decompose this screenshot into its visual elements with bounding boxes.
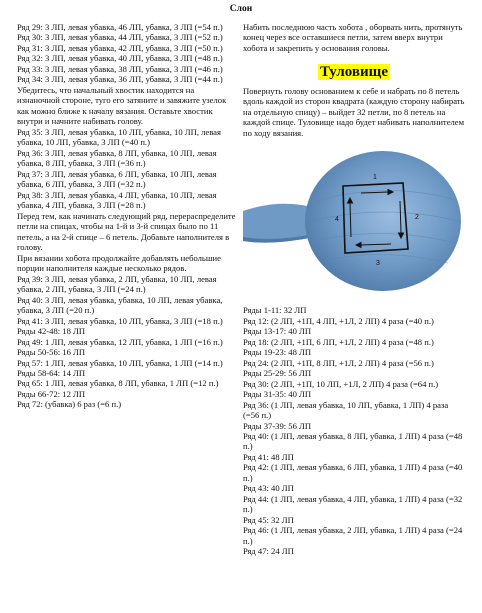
instruction-paragraph: Повернуть голову основанием к себе и набрать по 8 петель вдоль каждой из сторон квадрата (каждую сторону набирать на отдельную спицу) – выйдет 32 петли, по 8 петель на каждой спице. Туловище надо будет набивать наполнителем по ходу вязания. (243, 85, 465, 138)
pattern-row: Ряд 65: 1 ЛП, левая убавка, 8 ЛП, убавка, 1 ЛП (=12 п.) (17, 378, 219, 389)
instruction-paragraph: Набить последнюю часть хобота , оборвать нить, протянуть конец через все оставшиеся петли, затем вверх внутри хобота и закрепить у основания головы. (243, 22, 463, 53)
pattern-row: Ряд 34: 3 ЛП, левая убавка, 36 ЛП, убавка, 3 ЛП (=44 п.) (17, 74, 223, 85)
pattern-row: Ряд 36: 3 ЛП, левая убавка, 8 ЛП, убавка, 10 ЛП, левая убавка, 8 ЛП, убавка, 3 ЛП (=36 п.) (17, 147, 217, 169)
pattern-row: Ряды 13-17: 40 ЛП (243, 326, 312, 337)
pattern-row: Ряд 47: 24 ЛП (243, 546, 294, 557)
pattern-row: Ряды 58-64: 14 ЛП (17, 367, 86, 378)
page-title: Слон (229, 4, 253, 14)
left-column (17, 22, 239, 410)
pattern-row: Ряд 38: 3 ЛП, левая убавка, 4 ЛП, убавка, 10 ЛП, левая убавка, 4 ЛП, убавка, 3 ЛП (=28 п.) (17, 189, 217, 211)
pattern-row: Ряды 66-72: 12 ЛП (17, 388, 86, 399)
instruction-paragraph: Перед тем, как начинать следующий ряд, перераспределите петли на спицах, чтобы на 1-й и 3-й спицах было по 11 петель, а на 2-й спице – 6 петель. Добавьте наполнителя в голову. (17, 210, 236, 253)
pattern-row: Ряды 37-39: 56 ЛП (243, 420, 312, 431)
pattern-row: Ряд 45: 32 ЛП (243, 514, 294, 525)
pattern-row: Ряд 44: (1 ЛП, левая убавка, 4 ЛП, убавка, 1 ЛП) 4 раза (=32 п.) (243, 493, 463, 515)
pattern-row: Ряд 33: 3 ЛП, левая убавка, 38 ЛП, убавка, 3 ЛП (=46 п.) (17, 63, 223, 74)
right-column (243, 22, 465, 557)
pattern-row: Ряд 41: 3 ЛП, левая убавка, 10 ЛП, убавка, 3 ЛП (=18 п.) (17, 315, 223, 326)
pattern-row: Ряд 40: (1 ЛП, левая убавка, 8 ЛП, убавка, 1 ЛП) 4 раза (=48 п.) (243, 430, 463, 452)
pattern-row: Ряд 42: (1 ЛП, левая убавка, 6 ЛП, убавка, 1 ЛП) 4 раза (=40 п.) (243, 462, 463, 483)
section-title-text: Туловище (320, 64, 388, 81)
pattern-row: Ряд 39: 3 ЛП, левая убавка, 2 ЛП, убавка, 10 ЛП, левая убавка, 2 ЛП, убавка, 3 ЛП (=24 п.) (17, 273, 217, 295)
pattern-row: Ряд 18: (2 ЛП, +1П, 6 ЛП, +1Л, 2 ЛП) 4 раза (=48 п.) (243, 336, 434, 347)
figure-label-2: 2 (415, 214, 419, 222)
pattern-row: Ряд 49: 1 ЛП, левая убавка, 12 ЛП, убавка, 1 ЛП (=16 п.) (17, 336, 223, 347)
pattern-row: Ряд 31: 3 ЛП, левая убавка, 42 ЛП, убавка, 3 ЛП (=50 п.) (17, 42, 223, 53)
pattern-row: Ряд 46: (1 ЛП, левая убавка, 2 ЛП, убавка, 1 ЛП) 4 раза (=24 п.) (243, 525, 463, 546)
pattern-row: Ряд 57: 1 ЛП, левая убавка, 10 ЛП, убавка, 1 ЛП (=14 п.) (17, 357, 223, 368)
pattern-row: Ряд 37: 3 ЛП, левая убавка, 6 ЛП, убавка, 10 ЛП, левая убавка, 6 ЛП, убавка, 3 ЛП (=32 п.) (17, 168, 217, 190)
pattern-row: Ряд 40: 3 ЛП, левая убавка, убавка, 10 ЛП, левая убавка, убавка, 3 ЛП (=20 п.) (17, 294, 223, 316)
pattern-row: Ряд 43: 40 ЛП (243, 483, 294, 494)
instruction-paragraph: При вязании хобота продолжайте добавлять небольшие порции наполнителя каждые несколько рядов. (17, 252, 221, 274)
figure-label-1: 1 (373, 174, 377, 182)
pattern-row: Ряд 32: 3 ЛП, левая убавка, 40 ЛП, убавка, 3 ЛП (=48 п.) (17, 53, 223, 64)
section-title (243, 63, 465, 81)
pattern-row: Ряд 29: 3 ЛП, левая убавка, 46 ЛП, убавка, 3 ЛП (=54 п.) (17, 22, 223, 32)
pattern-row: Ряд 30: 3 ЛП, левая убавка, 44 ЛП, убавка, 3 ЛП (=52 п.) (17, 32, 223, 43)
pattern-row: Ряд 72: (убавка) 6 раз (=6 п.) (17, 399, 122, 410)
pattern-row: Ряд 12: (2 ЛП, +1П, 4 ЛП, +1Л, 2 ЛП) 4 раза (=40 п.) (243, 315, 434, 326)
knitted-head-illustration (243, 141, 465, 301)
pattern-row: Ряды 19-23: 48 ЛП (243, 347, 312, 358)
pattern-row: Ряд 24: (2 ЛП, +1П, 8 ЛП, +1Л, 2 ЛП) 4 раза (=56 п.) (243, 357, 434, 368)
pattern-row: Ряды 42-48: 18 ЛП (17, 326, 86, 337)
figure-label-3: 3 (376, 260, 380, 268)
pattern-row: Ряд 30: (2 ЛП, +1П, 10 ЛП, +1Л, 2 ЛП) 4 раза (=64 п.) (243, 378, 439, 389)
pattern-row: Ряд 35: 3 ЛП, левая убавка, 10 ЛП, убавка, 10 ЛП, левая убавка, 10 ЛП, убавка, 3 ЛП (=40 п.) (17, 126, 221, 148)
knitting-photo (243, 141, 465, 301)
figure-label-4: 4 (335, 216, 339, 224)
instruction-paragraph: Убедитесь, что начальный хвостик находится на изнаночной стороне, туго его затяните и завяжите узелок как можно ближе к началу вязания. Оставьте хвостик внутри и начните набивать голову. (17, 84, 227, 127)
pattern-row: Ряд 41: 48 ЛП (243, 451, 294, 462)
pattern-row: Ряды 50-56: 16 ЛП (17, 347, 86, 358)
pattern-row: Ряды 1-11: 32 ЛП (243, 305, 307, 316)
pattern-row: Ряды 31-35: 40 ЛП (243, 389, 312, 400)
pattern-row: Ряд 36: (1 ЛП, левая убавка, 10 ЛП, убавка, 1 ЛП) 4 раза (=56 п.) (243, 399, 449, 421)
pattern-row: Ряды 25-29: 56 ЛП (243, 368, 312, 379)
